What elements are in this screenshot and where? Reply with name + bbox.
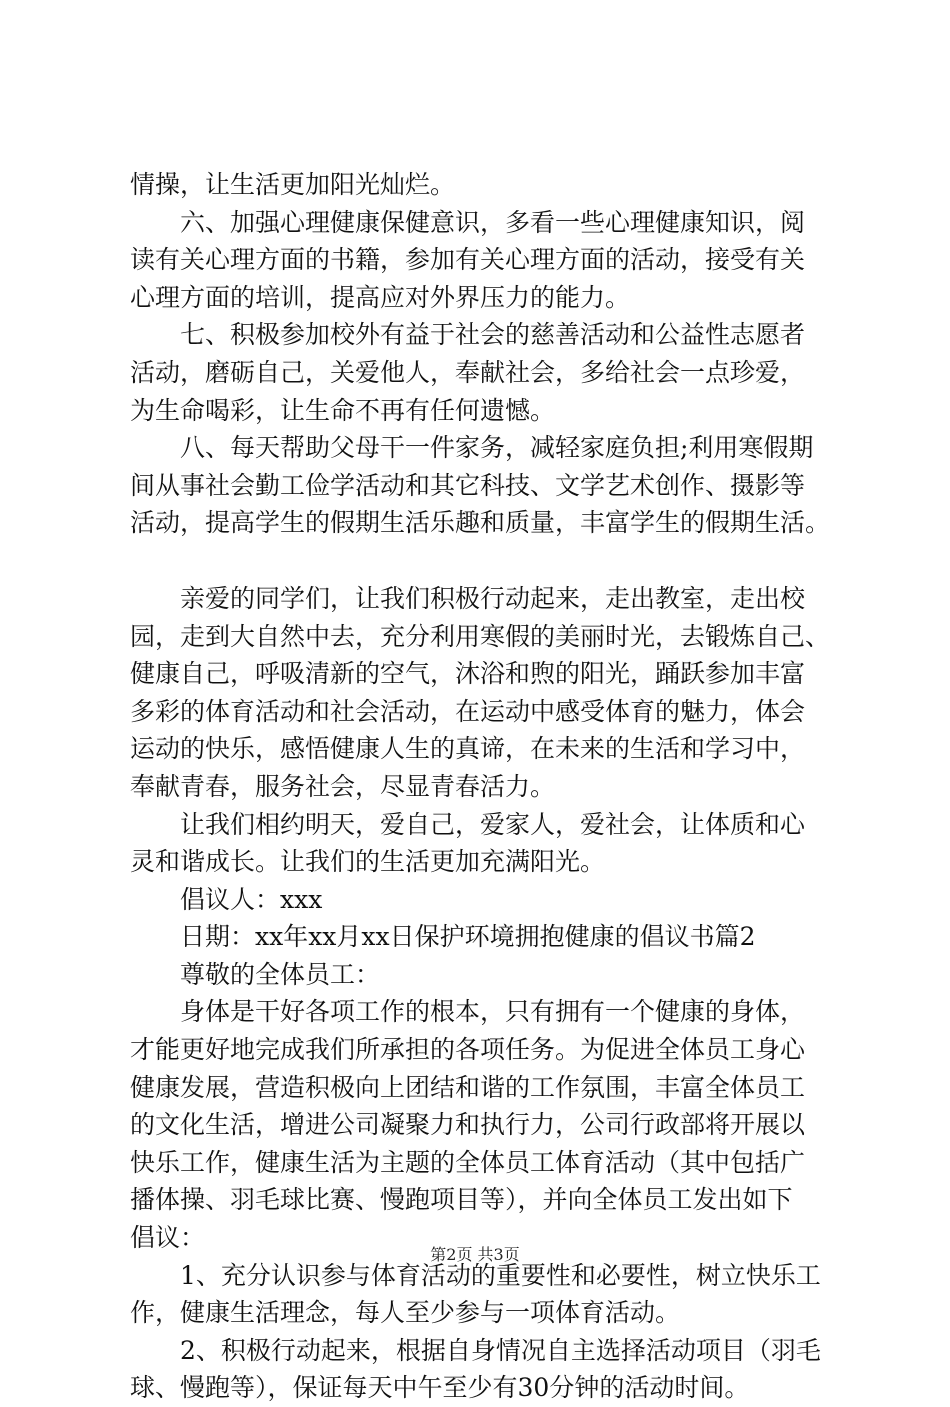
- text-line: 快乐工作，健康生活为主题的全体员工体育活动（其中包括广: [130, 1147, 806, 1177]
- text-line: 让我们相约明天，爱自己，爱家人，爱社会，让体质和心: [180, 809, 806, 839]
- text-line: 八、每天帮助父母干一件家务，减轻家庭负担;利用寒假期: [180, 433, 814, 463]
- text-line: 多彩的体育活动和社会活动，在运动中感受体育的魅力，体会: [130, 696, 806, 726]
- text-line: 身体是干好各项工作的根本，只有拥有一个健康的身体，: [180, 997, 806, 1027]
- text-line: 的文化生活，增进公司凝聚力和执行力，公司行政部将开展以: [130, 1110, 806, 1140]
- text-line: 球、慢跑等），保证每天中午至少有30分钟的活动时间。: [130, 1373, 750, 1403]
- text-line: 读有关心理方面的书籍，参加有关心理方面的活动，接受有关: [130, 245, 806, 275]
- text-line: 运动的快乐，感悟健康人生的真谛，在未来的生活和学习中，: [130, 734, 806, 764]
- text-line: 为生命喝彩，让生命不再有任何遗憾。: [130, 395, 556, 425]
- text-line: 健康发展，营造积极向上团结和谐的工作氛围，丰富全体员工: [130, 1072, 806, 1102]
- text-line: 倡议：: [130, 1223, 206, 1253]
- text-line: 活动，磨砺自己，关爱他人，奉献社会，多给社会一点珍爱，: [130, 357, 806, 387]
- text-line: 才能更好地完成我们所承担的各项任务。为促进全体员工身心: [130, 1035, 806, 1065]
- text-line: 奉献青春，服务社会，尽显青春活力。: [130, 771, 556, 801]
- document-body: [130, 166, 830, 1407]
- text-line: 日期：xx年xx月xx日保护环境拥抱健康的倡议书篇2: [180, 922, 756, 952]
- text-line: 2、积极行动起来，根据自身情况自主选择活动项目（羽毛: [180, 1335, 821, 1365]
- page-footer: 第2页 共3页: [430, 1245, 520, 1264]
- text-line: 灵和谐成长。让我们的生活更加充满阳光。: [130, 847, 606, 877]
- text-line: 1、充分认识参与体育活动的重要性和必要性，树立快乐工: [180, 1260, 821, 1290]
- text-line: 间从事社会勤工俭学活动和其它科技、文学艺术创作、摄影等: [130, 470, 806, 500]
- text-line: 作，健康生活理念，每人至少参与一项体育活动。: [130, 1298, 681, 1328]
- text-line: 心理方面的培训，提高应对外界压力的能力。: [130, 282, 631, 312]
- text-block-1: [130, 166, 830, 542]
- text-line: 情操，让生活更加阳光灿烂。: [130, 170, 456, 199]
- text-line: 园，走到大自然中去，充分利用寒假的美丽时光，去锻炼自己、: [130, 621, 831, 651]
- text-line: 亲爱的同学们，让我们积极行动起来，走出教室，走出校: [180, 583, 806, 613]
- text-line: 六、加强心理健康保健意识，多看一些心理健康知识，阅: [180, 207, 806, 237]
- paragraph-gap: [130, 542, 830, 580]
- text-line: 倡议人：xxx: [180, 884, 323, 914]
- text-line: 尊敬的全体员工：: [180, 959, 381, 989]
- text-line: 播体操、羽毛球比赛、慢跑项目等），并向全体员工发出如下: [130, 1185, 793, 1215]
- text-block-2: [130, 580, 830, 1407]
- text-line: 活动，提高学生的假期生活乐趣和质量，丰富学生的假期生活。: [130, 508, 831, 538]
- text-line: 健康自己，呼吸清新的空气，沐浴和煦的阳光，踊跃参加丰富: [130, 659, 806, 689]
- text-line: 七、积极参加校外有益于社会的慈善活动和公益性志愿者: [180, 320, 806, 350]
